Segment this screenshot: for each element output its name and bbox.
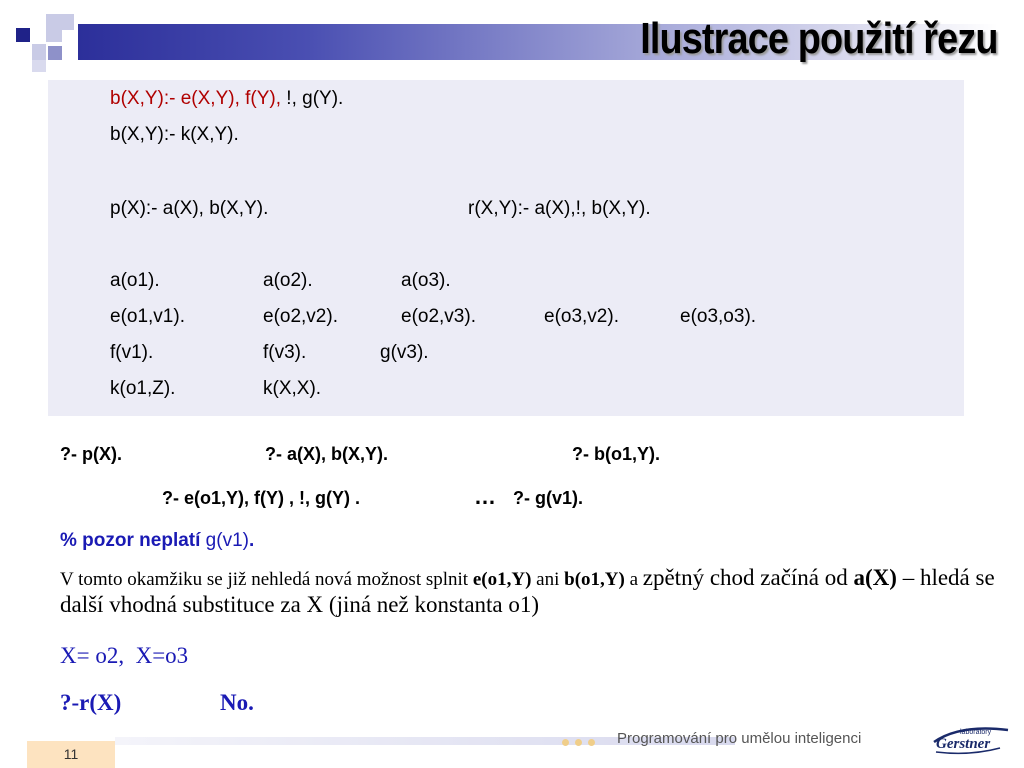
rule-p: p(X):- a(X), b(X,Y). <box>110 198 269 219</box>
explanation-paragraph <box>60 565 1000 619</box>
para-text-4: zpětný chod začíná od <box>642 565 854 590</box>
fact-e1: e(o1,v1). <box>110 306 185 327</box>
para-bold-1: e(o1,Y) <box>472 569 532 590</box>
query-efg: ?- e(o1,Y), f(Y) , !, g(Y) . <box>162 488 360 508</box>
footer-course-name: Programování pro umělou inteligenci <box>617 730 862 747</box>
fact-e2: e(o2,v2). <box>263 306 338 327</box>
query-p: ?- p(X). <box>60 444 122 464</box>
para-text-5: – hledá se další vhodná substituce za X (jiná než konstanta o1) <box>60 565 995 617</box>
footer-dots-icon <box>562 733 601 751</box>
svg-text:Gerstner: Gerstner <box>936 736 991 752</box>
fact-a2: a(o2). <box>263 270 313 291</box>
svg-text:laboratory: laboratory <box>960 729 992 736</box>
fact-a3: a(o3). <box>401 270 451 291</box>
fact-f2: f(v3). <box>263 342 307 363</box>
slide-title: Ilustrace použití řezu <box>640 14 998 63</box>
rule-b1-red: b(X,Y):- e(X,Y), f(Y), <box>110 88 282 109</box>
para-bold-2: b(o1,Y) <box>564 569 625 590</box>
para-bold-3: a(X) <box>853 565 897 590</box>
query-g: ?- g(v1). <box>513 488 583 508</box>
query-ab: ?- a(X), b(X,Y). <box>265 444 388 464</box>
final-query: ?-r(X) <box>60 690 122 715</box>
warning-bold: % pozor neplatí <box>60 530 201 551</box>
fact-k1: k(o1,Z). <box>110 378 176 399</box>
warning-dot: . <box>248 530 255 551</box>
fact-a1: a(o1). <box>110 270 160 291</box>
query-b: ?- b(o1,Y). <box>572 444 660 464</box>
fact-k2: k(X,X). <box>263 378 322 399</box>
rule-b1-rest: !, g(Y). <box>281 88 344 109</box>
warning-line <box>60 530 254 552</box>
fact-g1: g(v3). <box>380 342 429 363</box>
para-text-1: V tomto okamžiku se již nehledá nová možnost splnit <box>60 569 473 590</box>
rule-b2: b(X,Y):- k(X,Y). <box>110 124 239 145</box>
warning-goal: g(v1) <box>200 530 249 551</box>
fact-e4: e(o3,v2). <box>544 306 619 327</box>
rule-r: r(X,Y):- a(X),!, b(X,Y). <box>468 198 651 219</box>
fact-f1: f(v1). <box>110 342 154 363</box>
fact-e5: e(o3,o3). <box>680 306 757 327</box>
rule-b1 <box>110 88 343 110</box>
para-text-2: ani <box>531 569 565 590</box>
final-answer: No. <box>220 690 254 715</box>
fact-e3: e(o2,v3). <box>401 306 476 327</box>
query-ellipsis: … <box>474 484 496 509</box>
page-number: 11 <box>27 741 115 768</box>
result-line: X= o2, X=o3 <box>60 643 189 668</box>
gerstner-logo <box>930 722 1012 758</box>
para-text-3: a <box>624 569 643 590</box>
